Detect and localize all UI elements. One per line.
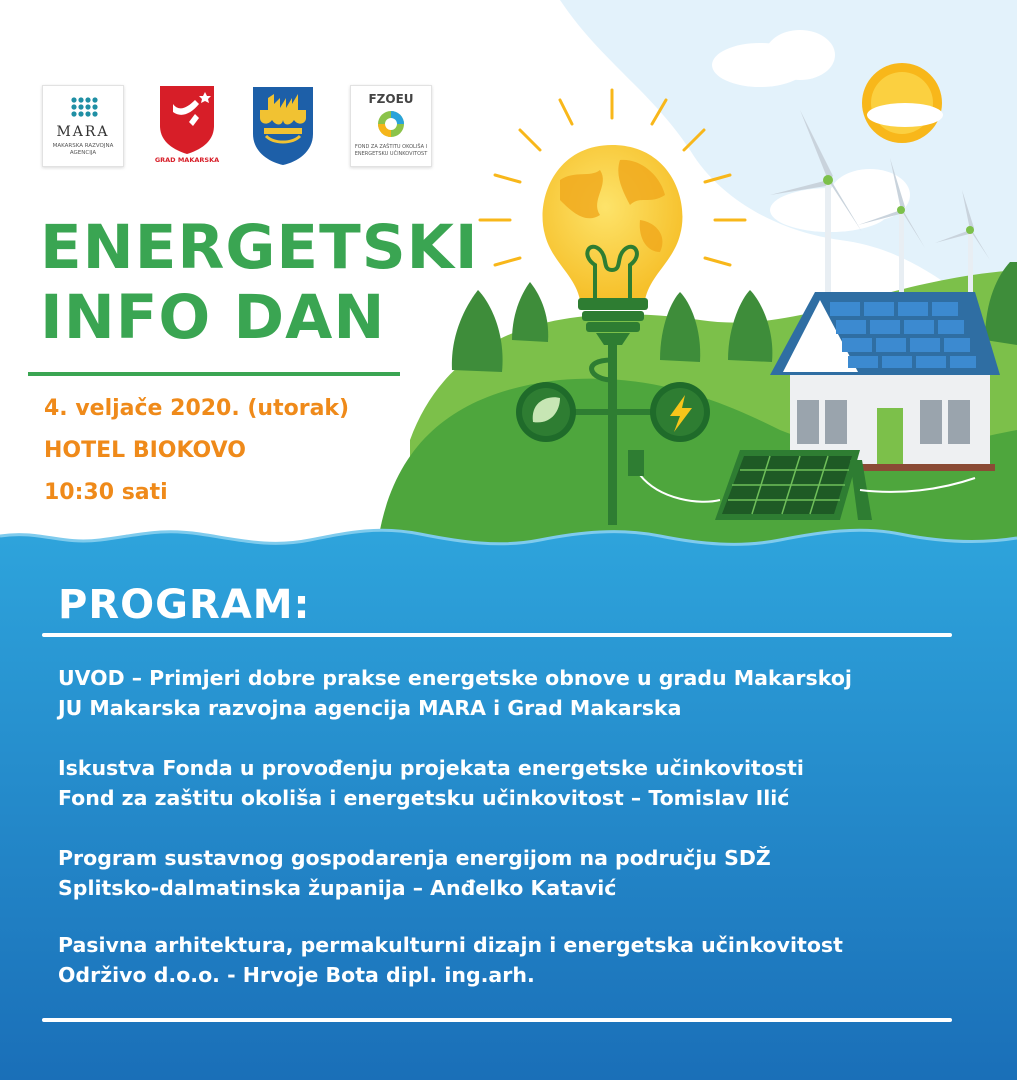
fzoeu-logo-subtitle-2: ENERGETSKU UČINKOVITOST [354, 151, 428, 157]
program-item-topic: Pasivna arhitektura, permakulturni dizajn i energetska učinkovitost [58, 933, 843, 957]
fzoeu-logo-subtitle-1: FOND ZA ZAŠTITU OKOLIŠA I [354, 144, 428, 150]
event-title-line-1: ENERGETSKI [40, 212, 479, 283]
fzoeu-logo [350, 85, 432, 167]
title-divider [28, 372, 400, 376]
mara-logo-subtitle-2: AGENCIJA [69, 150, 97, 156]
program-item [58, 663, 852, 723]
makarska-crest-logo [250, 84, 316, 166]
program-bottom-divider [42, 1018, 952, 1022]
fzoeu-globe-icon [351, 108, 431, 142]
program-item-topic: Program sustavnog gospodarenja energijom na području SDŽ [58, 846, 771, 870]
sun-icon [862, 63, 942, 143]
grad-makarska-caption: GRAD MAKARSKA [154, 156, 220, 164]
event-date: 4. veljače 2020. (utorak) [44, 396, 350, 421]
event-time: 10:30 sati [44, 480, 168, 505]
program-top-divider [42, 633, 952, 637]
lightning-icon [650, 382, 710, 442]
mara-logo [42, 85, 124, 167]
event-venue: HOTEL BIOKOVO [44, 438, 246, 463]
program-item [58, 843, 771, 903]
grad-makarska-logo [155, 82, 219, 172]
program-item-speaker: Splitsko-dalmatinska županija – Anđelko Katavić [58, 876, 617, 900]
makarska-crest-icon [250, 84, 316, 166]
house-icon [770, 292, 1000, 471]
program-item [58, 753, 804, 813]
mara-logo-subtitle-1: MAKARSKA RAZVOJNA [52, 143, 114, 149]
program-item-speaker: JU Makarska razvojna agencija MARA i Grad Makarska [58, 696, 682, 720]
program-heading: PROGRAM: [58, 582, 311, 628]
program-item [58, 930, 843, 990]
program-item-speaker: Fond za zaštitu okoliša i energetsku učinkovitost – Tomislav Ilić [58, 786, 790, 810]
program-item-speaker: Održivo d.o.o. - Hrvoje Bota dipl. ing.arh. [58, 963, 535, 987]
program-item-topic: Iskustva Fonda u provođenju projekata energetske učinkovitosti [58, 756, 804, 780]
grad-makarska-coat-of-arms-icon [155, 82, 219, 154]
program-item-topic: UVOD – Primjeri dobre prakse energetske obnove u gradu Makarskoj [58, 666, 852, 690]
event-title-line-2: INFO DAN [40, 282, 386, 353]
fzoeu-logo-name: FZOEU [368, 92, 414, 106]
leaf-icon [516, 382, 576, 442]
mara-logo-name: MARA [56, 124, 110, 140]
